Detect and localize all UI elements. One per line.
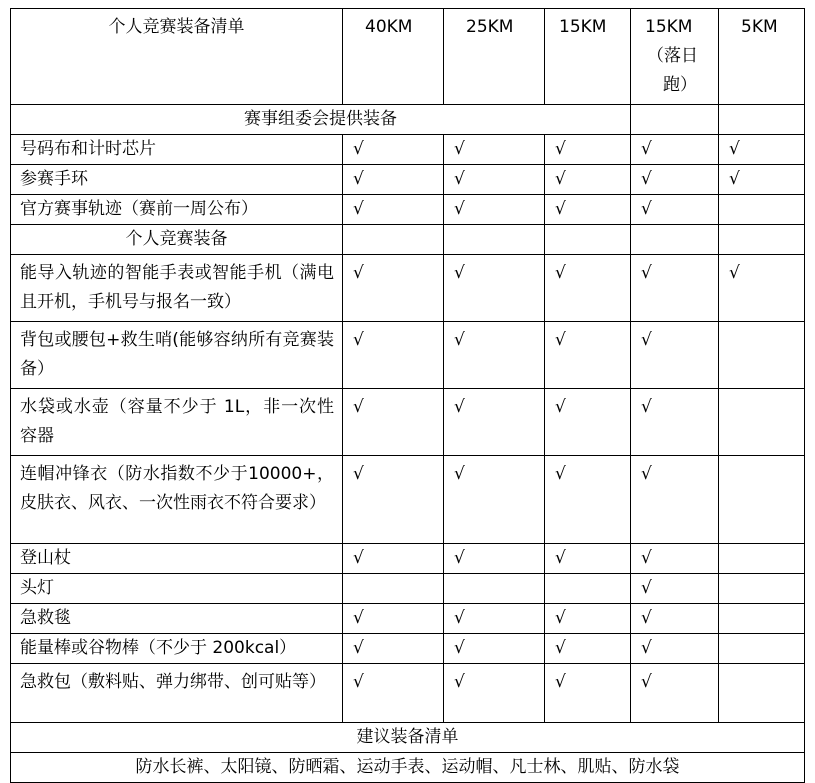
empty-cell bbox=[719, 389, 805, 456]
item-label: 登山杖 bbox=[11, 544, 343, 574]
check-15km-sunset: √ bbox=[631, 389, 719, 456]
check-40km: √ bbox=[343, 135, 444, 165]
section-personal-equipment: 个人竞赛装备 bbox=[11, 225, 343, 255]
section-row bbox=[11, 723, 805, 753]
table-row bbox=[11, 604, 805, 634]
check-25km: √ bbox=[444, 135, 545, 165]
item-label: 能量棒或谷物棒（不少于 200kcal） bbox=[11, 634, 343, 664]
section-empty-cell bbox=[444, 225, 545, 255]
section-row bbox=[11, 225, 805, 255]
table-row bbox=[11, 165, 805, 195]
empty-cell bbox=[719, 634, 805, 664]
check-40km: √ bbox=[343, 195, 444, 225]
check-25km: √ bbox=[444, 165, 545, 195]
header-15km-sunset-line3: 跑） bbox=[663, 75, 697, 95]
check-15km: √ bbox=[545, 604, 631, 634]
check-15km: √ bbox=[545, 456, 631, 544]
empty-cell bbox=[343, 574, 444, 604]
header-40km: 40KM bbox=[343, 9, 444, 105]
empty-cell bbox=[719, 544, 805, 574]
check-25km: √ bbox=[444, 389, 545, 456]
check-5km: √ bbox=[719, 255, 805, 322]
header-15km-sunset-line1: 15KM bbox=[645, 17, 693, 37]
check-15km-sunset: √ bbox=[631, 634, 719, 664]
check-25km: √ bbox=[444, 664, 545, 723]
check-15km-sunset: √ bbox=[631, 135, 719, 165]
check-40km: √ bbox=[343, 456, 444, 544]
table-row bbox=[11, 322, 805, 389]
header-title: 个人竞赛装备清单 bbox=[11, 9, 343, 105]
item-label: 背包或腰包+救生哨(能够容纳所有竞赛装备） bbox=[11, 322, 343, 389]
check-15km-sunset: √ bbox=[631, 574, 719, 604]
suggested-equipment-list: 防水长裤、太阳镜、防晒霜、运动手表、运动帽、凡士林、肌贴、防水袋 bbox=[11, 753, 805, 783]
check-40km: √ bbox=[343, 664, 444, 723]
empty-cell bbox=[719, 574, 805, 604]
empty-cell bbox=[719, 322, 805, 389]
section-suggested-equipment: 建议装备清单 bbox=[11, 723, 805, 753]
table-row bbox=[11, 255, 805, 322]
check-15km-sunset: √ bbox=[631, 165, 719, 195]
check-25km: √ bbox=[444, 634, 545, 664]
table-row bbox=[11, 389, 805, 456]
header-15km: 15KM bbox=[545, 9, 631, 105]
check-15km: √ bbox=[545, 664, 631, 723]
item-label: 急救包（敷料贴、弹力绑带、创可贴等） bbox=[11, 664, 343, 723]
section-empty-cell bbox=[631, 225, 719, 255]
empty-cell bbox=[444, 574, 545, 604]
check-15km-sunset: √ bbox=[631, 322, 719, 389]
check-5km: √ bbox=[719, 135, 805, 165]
section-empty-cell bbox=[719, 105, 805, 135]
section-empty-cell bbox=[343, 225, 444, 255]
check-40km: √ bbox=[343, 165, 444, 195]
section-empty-cell bbox=[545, 225, 631, 255]
table-row bbox=[11, 135, 805, 165]
equipment-table-container bbox=[10, 8, 805, 783]
table-row bbox=[11, 456, 805, 544]
check-40km: √ bbox=[343, 634, 444, 664]
section-empty-cell bbox=[719, 225, 805, 255]
check-15km-sunset: √ bbox=[631, 664, 719, 723]
check-15km-sunset: √ bbox=[631, 604, 719, 634]
empty-cell bbox=[719, 195, 805, 225]
suggested-row bbox=[11, 753, 805, 783]
check-15km: √ bbox=[545, 634, 631, 664]
table-row bbox=[11, 195, 805, 225]
check-40km: √ bbox=[343, 255, 444, 322]
check-25km: √ bbox=[444, 604, 545, 634]
check-15km-sunset: √ bbox=[631, 255, 719, 322]
check-15km: √ bbox=[545, 255, 631, 322]
empty-cell bbox=[719, 604, 805, 634]
check-15km: √ bbox=[545, 544, 631, 574]
item-label: 官方赛事轨迹（赛前一周公布） bbox=[11, 195, 343, 225]
check-40km: √ bbox=[343, 604, 444, 634]
check-5km: √ bbox=[719, 165, 805, 195]
check-15km: √ bbox=[545, 322, 631, 389]
header-row bbox=[11, 9, 805, 105]
item-label: 能导入轨迹的智能手表或智能手机（满电且开机，手机号与报名一致） bbox=[11, 255, 343, 322]
check-40km: √ bbox=[343, 389, 444, 456]
section-row bbox=[11, 105, 805, 135]
empty-cell bbox=[719, 664, 805, 723]
check-40km: √ bbox=[343, 322, 444, 389]
section-empty-cell bbox=[631, 105, 719, 135]
table-row bbox=[11, 574, 805, 604]
equipment-table bbox=[10, 8, 805, 783]
check-15km: √ bbox=[545, 389, 631, 456]
header-15km-sunset bbox=[631, 9, 719, 105]
check-15km: √ bbox=[545, 165, 631, 195]
check-15km-sunset: √ bbox=[631, 195, 719, 225]
check-40km: √ bbox=[343, 544, 444, 574]
header-15km-sunset-line2: （落日 bbox=[647, 46, 698, 66]
header-5km: 5KM bbox=[719, 9, 805, 105]
item-label: 急救毯 bbox=[11, 604, 343, 634]
check-25km: √ bbox=[444, 195, 545, 225]
item-label: 水袋或水壶（容量不少于 1L，非一次性容器 bbox=[11, 389, 343, 456]
header-25km: 25KM bbox=[444, 9, 545, 105]
check-15km-sunset: √ bbox=[631, 456, 719, 544]
empty-cell bbox=[545, 574, 631, 604]
section-organizer-provided: 赛事组委会提供装备 bbox=[11, 105, 631, 135]
check-25km: √ bbox=[444, 255, 545, 322]
check-15km: √ bbox=[545, 135, 631, 165]
item-label: 头灯 bbox=[11, 574, 343, 604]
table-row bbox=[11, 544, 805, 574]
item-label: 连帽冲锋衣（防水指数不少于10000+，皮肤衣、风衣、一次性雨衣不符合要求） bbox=[11, 456, 343, 544]
item-label: 参赛手环 bbox=[11, 165, 343, 195]
table-row bbox=[11, 634, 805, 664]
check-25km: √ bbox=[444, 322, 545, 389]
check-25km: √ bbox=[444, 456, 545, 544]
item-label: 号码布和计时芯片 bbox=[11, 135, 343, 165]
table-row bbox=[11, 664, 805, 723]
empty-cell bbox=[719, 456, 805, 544]
check-15km: √ bbox=[545, 195, 631, 225]
check-15km-sunset: √ bbox=[631, 544, 719, 574]
check-25km: √ bbox=[444, 544, 545, 574]
